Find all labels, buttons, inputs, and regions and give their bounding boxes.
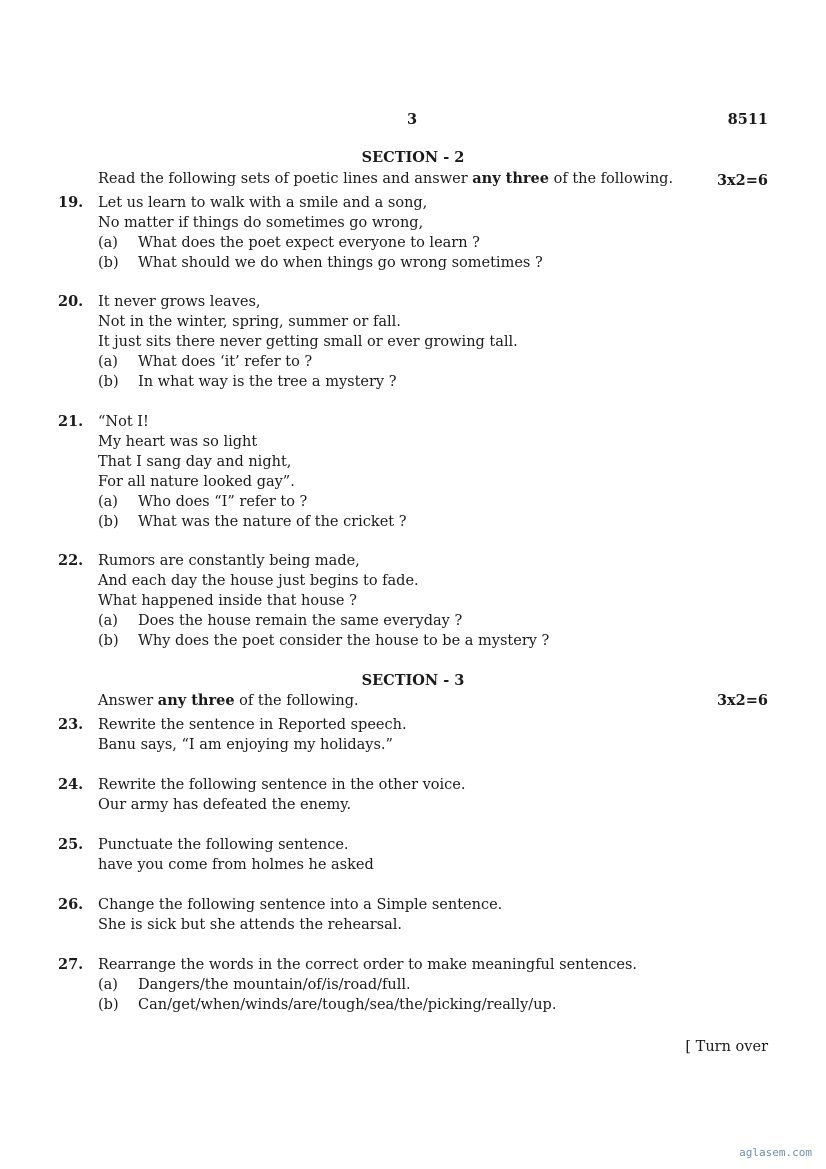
- sub-question: (a) What does the poet expect everyone to learn ?: [98, 235, 480, 251]
- poem-line: It just sits there never getting small or ever growing tall.: [98, 334, 518, 350]
- question-number: 22.: [58, 552, 84, 569]
- section-2-title: SECTION - 2: [361, 149, 465, 166]
- question-number: 21.: [58, 413, 84, 430]
- poem-line: “Not I!: [98, 414, 149, 430]
- question-number: 23.: [58, 716, 84, 733]
- question-number: 19.: [58, 194, 84, 211]
- question-line: She is sick but she attends the rehearsal.: [98, 917, 403, 933]
- sub-question: (b) What should we do when things go wrong sometimes ?: [98, 255, 543, 271]
- sub-question: (b) Why does the poet consider the house to be a mystery ?: [98, 633, 550, 649]
- page-number: 3: [407, 111, 418, 128]
- poem-line: That I sang day and night,: [98, 454, 292, 470]
- poem-line: Not in the winter, spring, summer or fall.: [98, 314, 401, 330]
- question-number: 24.: [58, 776, 84, 793]
- watermark-url: aglasem.com: [739, 1146, 812, 1159]
- question-number: 25.: [58, 836, 84, 853]
- question-line: Our army has defeated the enemy.: [98, 797, 352, 813]
- paper-code: 8511: [727, 111, 768, 128]
- question-line: Banu says, “I am enjoying my holidays.”: [98, 737, 393, 753]
- poem-line: For all nature looked gay”.: [98, 474, 295, 490]
- question-line: Rearrange the words in the correct order to make meaningful sentences.: [98, 957, 637, 973]
- poem-line: What happened inside that house ?: [98, 593, 357, 609]
- turn-over-note: [ Turn over: [685, 1039, 768, 1055]
- section-3-marks: 3x2=6: [716, 692, 768, 709]
- question-number: 27.: [58, 956, 84, 973]
- question-line: Change the following sentence into a Simple sentence.: [98, 897, 503, 913]
- question-line: have you come from holmes he asked: [98, 857, 374, 873]
- section-2-marks: 3x2=6: [716, 172, 768, 189]
- sub-question: (a) What does ‘it’ refer to ?: [98, 354, 313, 370]
- sub-question: (b) In what way is the tree a mystery ?: [98, 374, 397, 390]
- poem-line: No matter if things do sometimes go wrong,: [98, 215, 424, 231]
- question-line: Rewrite the sentence in Reported speech.: [98, 717, 407, 733]
- poem-line: And each day the house just begins to fade.: [98, 573, 419, 589]
- question-number: 20.: [58, 293, 84, 310]
- poem-line: Let us learn to walk with a smile and a song,: [98, 195, 428, 211]
- section-3-title: SECTION - 3: [361, 672, 465, 689]
- sub-question: (a) Who does “I” refer to ?: [98, 494, 308, 510]
- question-line: Punctuate the following sentence.: [98, 837, 349, 853]
- section-3-instruction: Answer any three of the following.: [98, 692, 359, 709]
- section-2-instruction: Read the following sets of poetic lines and answer any three of the following.: [98, 170, 674, 187]
- sub-question: (a) Dangers/the mountain/of/is/road/full.: [98, 977, 411, 993]
- question-line: Rewrite the following sentence in the other voice.: [98, 777, 466, 793]
- sub-question: (b) Can/get/when/winds/are/tough/sea/the/picking/really/up.: [98, 997, 557, 1013]
- question-number: 26.: [58, 896, 84, 913]
- poem-line: Rumors are constantly being made,: [98, 553, 360, 569]
- poem-line: My heart was so light: [98, 434, 258, 450]
- poem-line: It never grows leaves,: [98, 294, 261, 310]
- sub-question: (a) Does the house remain the same everyday ?: [98, 613, 463, 629]
- sub-question: (b) What was the nature of the cricket ?: [98, 514, 407, 530]
